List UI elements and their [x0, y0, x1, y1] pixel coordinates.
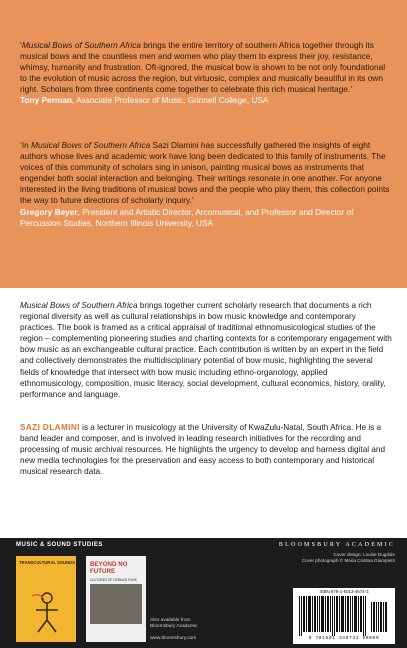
book-description [20, 300, 392, 400]
related-book-title: TRANSCULTURAL SOUNDS [19, 560, 75, 565]
also-available-note: Also available from Bloomsbury Academic [150, 618, 198, 630]
endorsements-panel [0, 0, 407, 288]
quote-affiliation: , President and Artistic Director, Arcomusical, and Professor and Director of Percussion Studies, Northern Illinois University, USA [20, 206, 354, 228]
barcode-digits: 9 781501 346743 [308, 636, 360, 641]
description-text: brings together current scholarly research that documents a rich regional diversity as well as cultural relationships in bow music knowledge and contemporary practices. The book is framed as a critical appraisal of traditional ethnomusicological studies of the region – complementing pioneering studies and charting contexts for a contemporary engagement with bow music as an exchangeable cultural practice. Each contribution is written by an expert in the field and collectively demonstrates the multidisciplinary potential of bow music, highlighting the several fields of knowledge that intersect with bow music including ethno-organology, applied ethnomusicology, composition, music literacy, social development, cultural economics, history, orality, performance and language. [20, 301, 392, 399]
quote-affiliation: , Associate Professor of Music, Grinnell College, USA [71, 95, 269, 106]
author-bio [20, 422, 392, 477]
quote-author: Gregory Beyer [20, 206, 78, 217]
related-book-photo [90, 584, 142, 624]
cover-credits [302, 552, 395, 564]
related-book-subtitle: CULTURES OF GERMAN PUNK [90, 578, 137, 582]
publisher-imprint: BLOOMSBURY ACADEMIC [278, 542, 395, 548]
publisher-website: www.bloomsbury.com [150, 636, 197, 641]
related-book-cover-1 [16, 556, 76, 642]
quote-book-title: Musical Bows of Southern Africa [21, 40, 141, 50]
isbn-barcode [293, 588, 395, 644]
quote-book-title: Musical Bows of Southern Africa [31, 140, 151, 150]
description-book-title: Musical Bows of Southern Africa [20, 301, 138, 310]
series-name: MUSIC & SOUND STUDIES [16, 542, 103, 548]
related-book-cover-2 [86, 556, 146, 642]
cover-photo-credit: Cover photograph © Maria Cristina Giampietri [301, 558, 395, 563]
endorsement-quote [20, 140, 390, 229]
quote-author: Tony Perman [20, 95, 72, 106]
quote-text: brings the entire territory of southern Africa together through its musical bows and the countless men and women who play them to express their joy, resistance, whimsy, humanity and frustration. Oft-ignored, the musical bow is shown to be not only foundational to the evolution of music across the region, but virtuosic, complex and musically beautiful in its own right. Scholars from three continents come together to celebrate this rich musical heritage.’ [20, 40, 386, 95]
related-book-title: BEYOND NO FUTURE [90, 561, 128, 575]
quote-open: ‘ [20, 40, 22, 50]
author-name: SAZI DLAMINI [20, 423, 80, 432]
isbn-text: ISBN 978-1-5013-4674-3 [319, 589, 369, 594]
quote-attribution [20, 207, 390, 229]
endorsement-quote [20, 40, 390, 107]
cover-design-credit: Cover design: Louise Dugdale [333, 552, 395, 557]
quote-open: ‘In [20, 140, 32, 150]
figure-illustration [30, 590, 64, 634]
quote-attribution [20, 95, 390, 106]
barcode-addon-digits: 90000 [362, 636, 380, 641]
footer-bar [0, 538, 407, 648]
barcode-icon [299, 596, 389, 636]
quote-text: Sazi Dlamini has successfully gathered the insights of eight authors whose lives and academic work have long been dedicated to this family of instruments. The voices of this community of scholars sing in unison, painting musical bows as instruments that engender both social interaction and belonging. Their writings resonate in one another. For anyone interested in the living traditions of musical bows and the people who play them, this collection points the way to future directions of scholarly inquiry.’ [20, 140, 390, 206]
author-bio-text: is a lecturer in musicology at the University of KwaZulu-Natal, South Africa. He is a band leader and composer, and is involved in leading research initiatives for the recording and processing of music archival resources. He highlights the urgency to develop and harness digital and new media technologies for the preservation and easy access to both contemporary and historical musical research data. [20, 423, 386, 477]
barcode-number [293, 636, 395, 641]
